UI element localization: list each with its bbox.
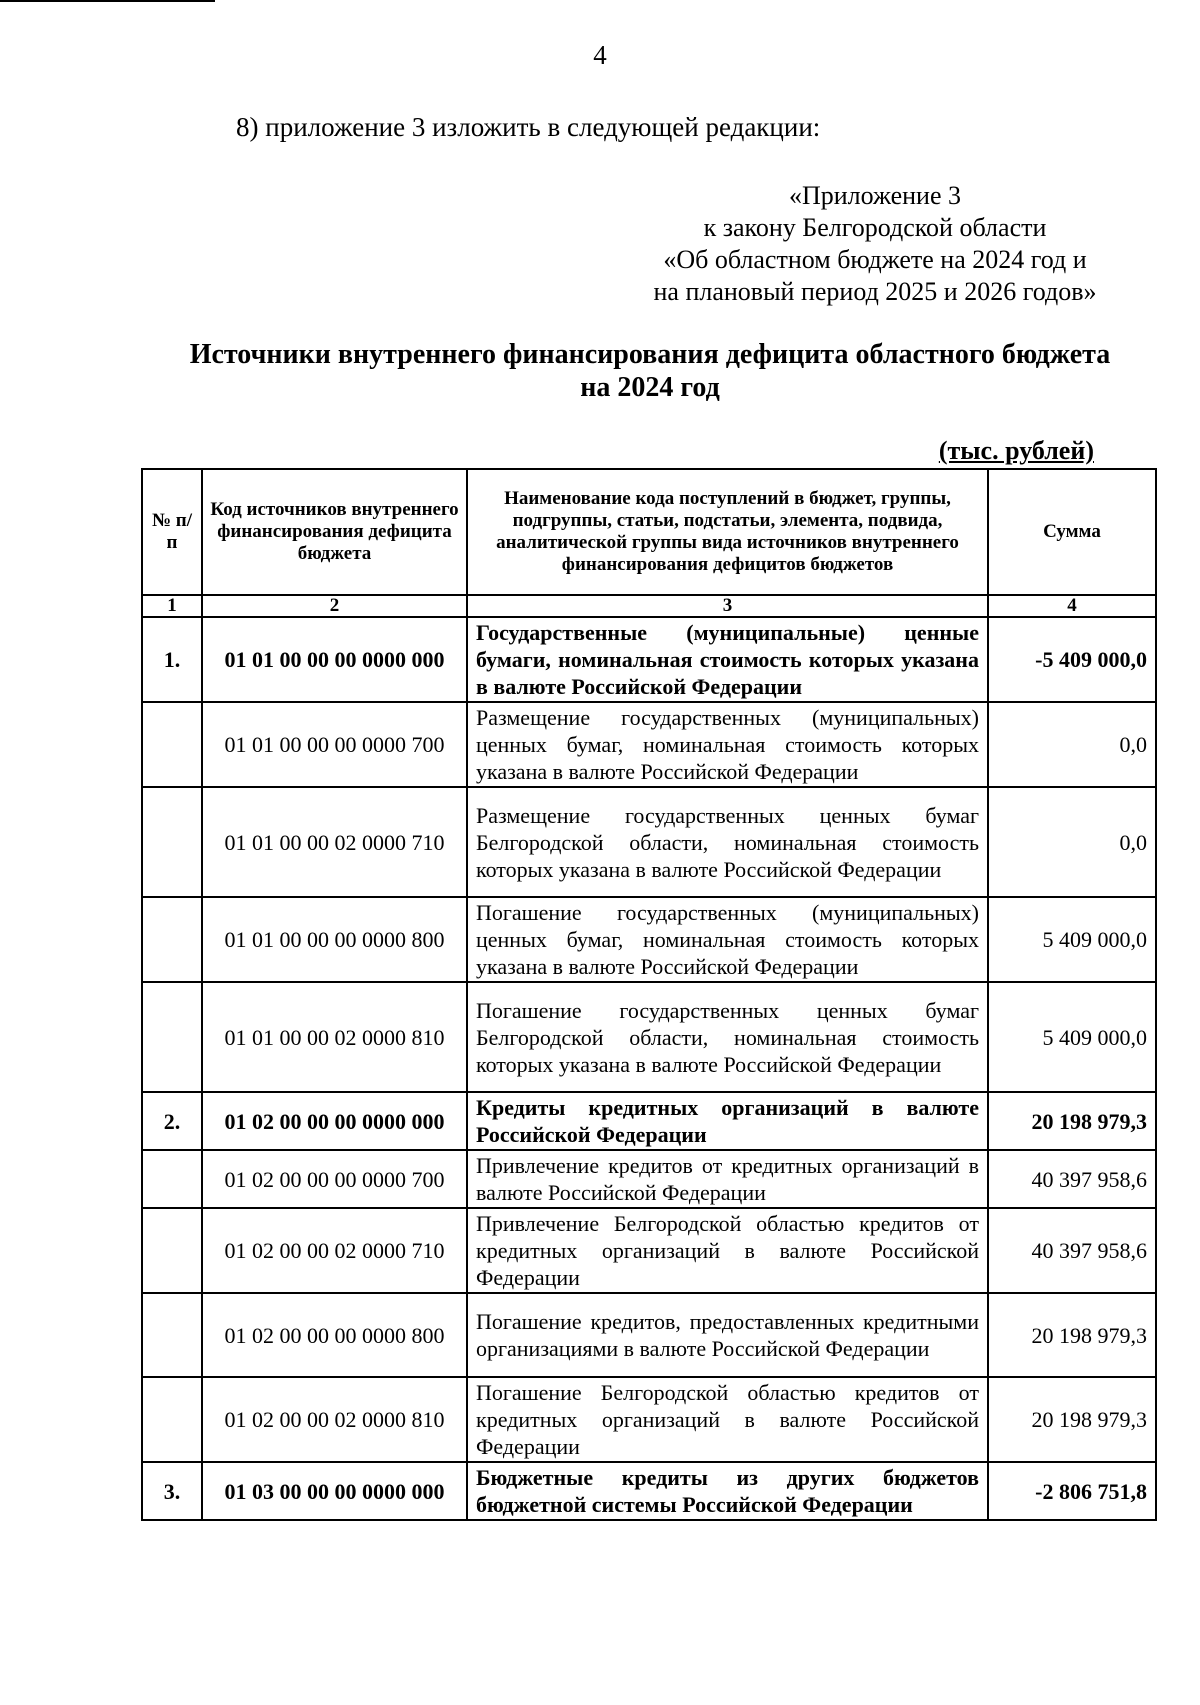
cell-sum: -5 409 000,0 [988,617,1156,702]
table-row [142,1293,1156,1377]
cell-code: 01 03 00 00 00 0000 000 [202,1462,467,1520]
table-row [142,1377,1156,1462]
cell-num: 3. [142,1462,202,1520]
cell-sum: 40 397 958,6 [988,1208,1156,1293]
cell-code: 01 02 00 00 00 0000 700 [202,1150,467,1208]
table-row [142,702,1156,787]
cell-name: Погашение кредитов, предоставленных кредитными организациями в валюте Российской Федерации [467,1293,988,1377]
cell-sum: 5 409 000,0 [988,982,1156,1092]
column-number: 3 [467,595,988,617]
cell-num [142,1150,202,1208]
cell-sum: -2 806 751,8 [988,1462,1156,1520]
table-row [142,897,1156,982]
cell-code: 01 02 00 00 02 0000 710 [202,1208,467,1293]
table-row [142,787,1156,897]
table-row [142,1150,1156,1208]
cell-sum: 5 409 000,0 [988,897,1156,982]
column-number-row [142,595,1156,617]
appendix-caption [630,180,1120,308]
cell-code: 01 02 00 00 00 0000 800 [202,1293,467,1377]
cell-name: Кредиты кредитных организаций в валюте Российской Федерации [467,1092,988,1150]
cell-sum: 20 198 979,3 [988,1092,1156,1150]
page-number: 4 [593,40,607,70]
cell-code: 01 01 00 00 02 0000 810 [202,982,467,1092]
appendix-line-1: «Приложение 3 [788,181,962,210]
cell-name: Привлечение кредитов от кредитных организаций в валюте Российской Федерации [467,1150,988,1208]
cell-sum: 20 198 979,3 [988,1293,1156,1377]
cell-num: 1. [142,617,202,702]
cell-code: 01 01 00 00 00 0000 700 [202,702,467,787]
amendment-item-line: 8) приложение 3 изложить в следующей редакции: [236,112,821,142]
column-number: 1 [142,595,202,617]
appendix-line-3: «Об областном бюджете на 2024 год и [663,245,1087,274]
cell-num [142,982,202,1092]
table-row [142,1462,1156,1520]
cell-code: 01 01 00 00 00 0000 000 [202,617,467,702]
financing-sources-table [141,468,1157,1521]
cell-name: Размещение государственных (муниципальных) ценных бумаг, номинальная стоимость которых указана в валюте Российской Федерации [467,702,988,787]
cell-num [142,897,202,982]
cell-num [142,787,202,897]
cell-num [142,1208,202,1293]
table-row [142,1208,1156,1293]
header-name: Наименование кода поступлений в бюджет, группы, подгруппы, статьи, подстатьи, элемента, подвида, аналитической группы вида источников внутреннего финансирования дефицитов бюджетов [467,469,988,595]
cell-name: Погашение государственных (муниципальных) ценных бумаг, номинальная стоимость которых указана в валюте Российской Федерации [467,897,988,982]
cell-num [142,702,202,787]
cell-code: 01 01 00 00 00 0000 800 [202,897,467,982]
table-row [142,982,1156,1092]
cell-num: 2. [142,1092,202,1150]
table-row [142,1092,1156,1150]
cell-name: Погашение государственных ценных бумаг Белгородской области, номинальная стоимость которых указана в валюте Российской Федерации [467,982,988,1092]
cell-code: 01 02 00 00 00 0000 000 [202,1092,467,1150]
cell-name: Государственные (муниципальные) ценные бумаги, номинальная стоимость которых указана в валюте Российской Федерации [467,617,988,702]
column-number: 2 [202,595,467,617]
table-row [142,617,1156,702]
title-line-2: на 2024 год [580,372,720,403]
table-header-row [142,469,1156,595]
cell-code: 01 01 00 00 02 0000 710 [202,787,467,897]
header-sum: Сумма [988,469,1156,595]
document-title [140,338,1160,404]
cell-sum: 0,0 [988,787,1156,897]
header-code: Код источников внутреннего финансирования дефицита бюджета [202,469,467,595]
cell-name: Привлечение Белгородской областью кредитов от кредитных организаций в валюте Российской Федерации [467,1208,988,1293]
cell-sum: 0,0 [988,702,1156,787]
cell-name: Бюджетные кредиты из других бюджетов бюджетной системы Российской Федерации [467,1462,988,1520]
cell-num [142,1293,202,1377]
cell-num [142,1377,202,1462]
column-number: 4 [988,595,1156,617]
units-label: (тыс. рублей) [938,436,1094,465]
title-line-1: Источники внутреннего финансирования дефицита областного бюджета [189,339,1111,370]
appendix-line-4: на плановый период 2025 и 2026 годов» [653,277,1097,306]
cell-sum: 20 198 979,3 [988,1377,1156,1462]
appendix-line-2: к закону Белгородской области [703,213,1047,242]
cell-sum: 40 397 958,6 [988,1150,1156,1208]
cell-name: Погашение Белгородской областью кредитов от кредитных организаций в валюте Российской Федерации [467,1377,988,1462]
cell-name: Размещение государственных ценных бумаг Белгородской области, номинальная стоимость которых указана в валюте Российской Федерации [467,787,988,897]
top-rule [0,0,215,2]
cell-code: 01 02 00 00 02 0000 810 [202,1377,467,1462]
header-num: № п/п [142,469,202,595]
